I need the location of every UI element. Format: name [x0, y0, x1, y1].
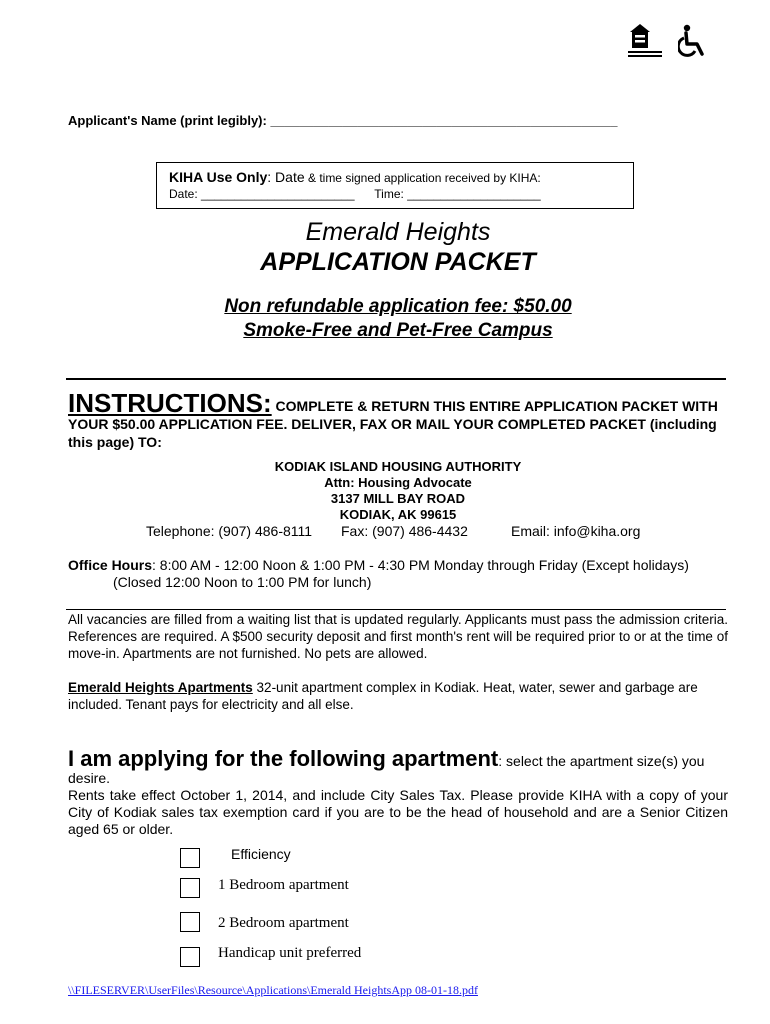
- option-label-1-bedroom: 1 Bedroom apartment: [218, 877, 349, 893]
- applying-heading: I am applying for the following apartment: [68, 746, 499, 771]
- address-street: 3137 MILL BAY ROAD: [330, 491, 466, 506]
- two-bedroom-checkbox[interactable]: [180, 912, 200, 932]
- vacancies-paragraph: All vacancies are filled from a waiting list that is updated regularly. Applicants must pass the admission criteria. References are required. A $500 security deposit and first month's rent will be required prior to or at the time of move-in. Apartments are not furnished. No pets are allowed.: [68, 612, 728, 661]
- applicant-name-field[interactable]: Applicant's Name (print legibly): ________________________________________________: [68, 113, 618, 128]
- page-subtitle: APPLICATION PACKET: [260, 248, 536, 276]
- efficiency-checkbox[interactable]: [180, 848, 200, 868]
- contact-telephone: Telephone: (907) 486-8111: [146, 523, 313, 539]
- apartments-paragraph: [68, 679, 728, 713]
- one-bedroom-checkbox[interactable]: [180, 878, 200, 898]
- fee-line: Non refundable application fee: $50.00: [224, 296, 572, 317]
- apartments-text: 32-unit apartment complex in Kodiak. Heat, water, sewer and garbage are included. Tenant pays for electricity and all else.: [68, 680, 698, 712]
- instructions-paragraph: [68, 388, 728, 451]
- kiha-box-title: KIHA Use Only: [169, 169, 268, 185]
- section-divider: [66, 609, 726, 610]
- applying-instruction: : select the apartment size(s) you desire.: [68, 753, 705, 786]
- section-divider: [66, 378, 726, 380]
- instructions-heading: INSTRUCTIONS:: [68, 388, 272, 418]
- kiha-box-date-time-line[interactable]: Date: _______________________ Time: ____________________: [169, 187, 541, 201]
- contact-email: Email: info@kiha.org: [511, 523, 641, 539]
- instructions-text: COMPLETE & RETURN THIS ENTIRE APPLICATION PACKET WITH YOUR $50.00 APPLICATION FEE. DELIVER, FAX OR MAIL YOUR COMPLETED PACKET (including this page) TO:: [68, 398, 718, 450]
- kiha-box-instructions: & time signed application received by KIHA:: [304, 171, 541, 185]
- title-line-1: Emerald Heights: [305, 218, 491, 246]
- address-attn: Attn: Housing Advocate: [324, 475, 472, 490]
- apartments-name: Emerald Heights Apartments: [68, 680, 253, 695]
- address-org: KODIAK ISLAND HOUSING AUTHORITY: [274, 459, 522, 474]
- kiha-use-only-box: [156, 162, 634, 209]
- contact-fax: Fax: (907) 486-4432: [341, 523, 468, 539]
- address-city: KODIAK, AK 99615: [339, 507, 457, 522]
- office-hours-label: Office Hours: [68, 557, 153, 573]
- office-hours-closed: (Closed 12:00 Noon to 1:00 PM for lunch): [113, 574, 372, 590]
- option-label-handicap: Handicap unit preferred: [218, 945, 362, 961]
- kiha-box-date-label: : Date: [267, 169, 305, 185]
- footer-file-path-link[interactable]: \\FILESERVER\UserFiles\Resource\Applications\Emerald HeightsApp 08-01-18.pdf: [68, 983, 478, 997]
- rents-paragraph: Rents take effect October 1, 2014, and include City Sales Tax. Please provide KIHA with a copy of your City of Kodiak sales tax exemption card if you are to be the head of household and are a Senior Citizen aged 65 or older.: [68, 787, 728, 837]
- office-hours-text: : 8:00 AM - 12:00 Noon & 1:00 PM - 4:30 PM Monday through Friday (Except holidays): [152, 557, 689, 573]
- campus-policy-line: Smoke-Free and Pet-Free Campus: [243, 320, 553, 341]
- option-label-efficiency: Efficiency: [231, 846, 291, 862]
- page-title: [0, 218, 770, 247]
- option-label-2-bedroom: 2 Bedroom apartment: [218, 915, 349, 931]
- kiha-box-heading: [169, 169, 633, 186]
- header-logos: [628, 22, 708, 60]
- office-hours: [68, 557, 689, 591]
- handicap-unit-checkbox[interactable]: [180, 947, 200, 967]
- wheelchair-accessible-icon: [678, 24, 708, 58]
- applying-section: [68, 746, 728, 838]
